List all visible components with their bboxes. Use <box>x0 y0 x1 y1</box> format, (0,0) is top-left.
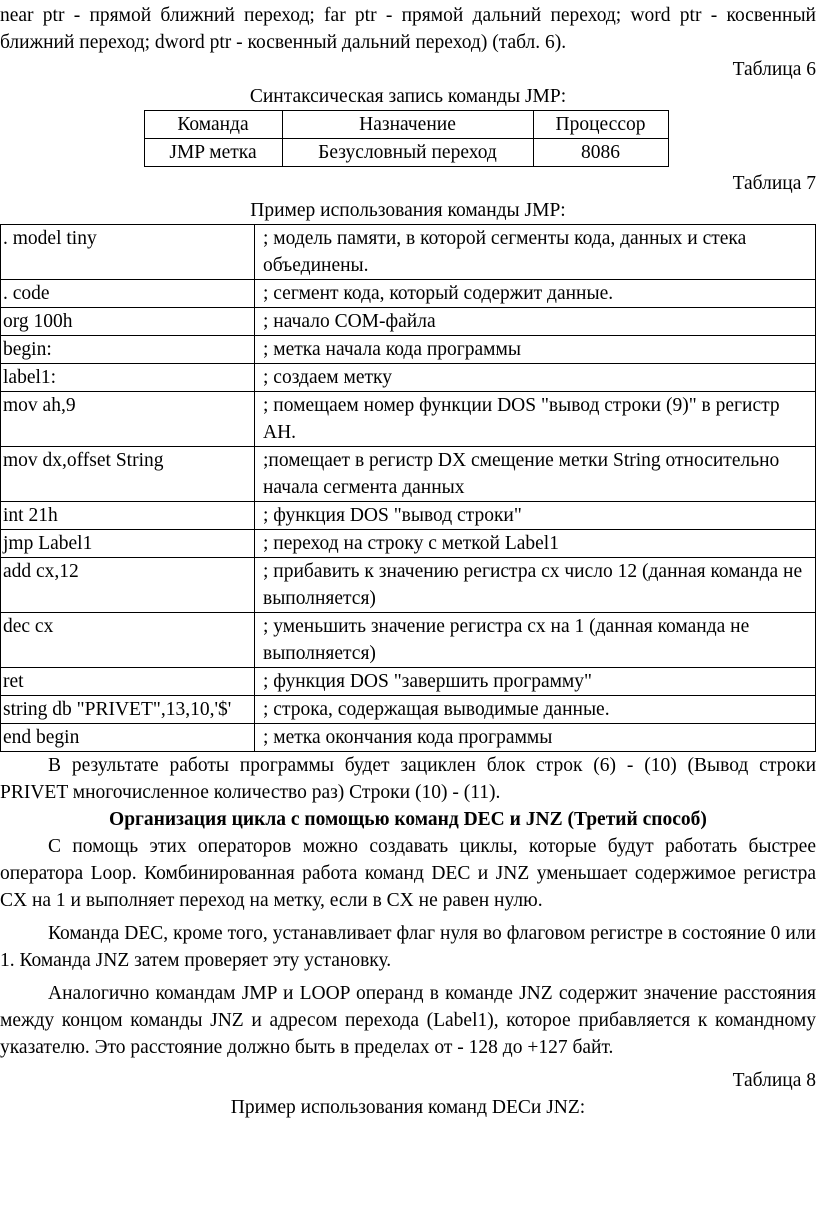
comment-cell: ; функция DOS "вывод строки" <box>255 502 816 530</box>
code-cell: dec cx <box>1 613 255 668</box>
comment-cell: ; метка окончания кода программы <box>255 724 816 752</box>
table-row <box>1 280 816 308</box>
table8-caption: Пример использования команд DECи JNZ: <box>230 1097 586 1118</box>
comment-cell: ; сегмент кода, который содержит данные. <box>255 280 816 308</box>
comment-cell: ; переход на строку с меткой Label1 <box>255 530 816 558</box>
table-row <box>1 225 816 280</box>
comment-cell: ; функция DOS "завершить программу" <box>255 668 816 696</box>
table-row <box>1 530 816 558</box>
table-row <box>1 336 816 364</box>
code-cell: jmp Label1 <box>1 530 255 558</box>
code-cell: ret <box>1 668 255 696</box>
table6-header-processor: Процессор <box>533 111 668 139</box>
code-cell: begin: <box>1 336 255 364</box>
table-row <box>1 558 816 613</box>
table7-label: Таблица 7 <box>732 173 816 194</box>
table6-cell-purpose: Безусловный переход <box>282 139 533 167</box>
comment-cell: ; строка, содержащая выводимые данные. <box>255 696 816 724</box>
table-row <box>1 668 816 696</box>
table6-row <box>144 139 668 167</box>
table-row <box>1 308 816 336</box>
code-cell: mov dx,offset String <box>1 447 255 502</box>
table-row <box>1 392 816 447</box>
code-cell: . code <box>1 280 255 308</box>
table6-header-command: Команда <box>144 111 282 139</box>
table6-header-row <box>144 111 668 139</box>
table-row <box>1 696 816 724</box>
comment-cell: ; начало COM-файла <box>255 308 816 336</box>
table-row <box>1 447 816 502</box>
result-paragraph: В результате работы программы будет зациклен блок строк (6) - (10) (Вывод строки PRIVET многочисленное количество раз) Строки (10) - (11). <box>0 755 816 803</box>
code-cell: org 100h <box>1 308 255 336</box>
code-cell: string db "PRIVET",13,10,'$' <box>1 696 255 724</box>
code-cell: . model tiny <box>1 225 255 280</box>
code-cell: int 21h <box>1 502 255 530</box>
table6-header-purpose: Назначение <box>282 111 533 139</box>
comment-cell: ; метка начала кода программы <box>255 336 816 364</box>
section-heading: Организация цикла с помощью команд DEC и JNZ (Третий способ) <box>109 809 707 830</box>
table-row <box>1 613 816 668</box>
comment-cell: ; помещаем номер функции DOS "вывод строки (9)" в регистр AH. <box>255 392 816 447</box>
table8-label: Таблица 8 <box>732 1070 816 1091</box>
body-paragraph-2: Команда DEC, кроме того, устанавливает флаг нуля во флаговом регистре в состояние 0 или 1. Команда JNZ затем проверяет эту установку. <box>0 923 816 971</box>
code-cell: add cx,12 <box>1 558 255 613</box>
comment-cell: ;помещает в регистр DX смещение метки String относительно начала сегмента данных <box>255 447 816 502</box>
code-cell: mov ah,9 <box>1 392 255 447</box>
intro-paragraph: near ptr - прямой ближний переход; far ptr - прямой дальний переход; word ptr - косвенный ближний переход; dword ptr - косвенный дальний переход) (табл. 6). <box>0 5 816 53</box>
table6-cell-processor: 8086 <box>533 139 668 167</box>
table-row <box>1 502 816 530</box>
comment-cell: ; уменьшить значение регистра cx на 1 (данная команда не выполняется) <box>255 613 816 668</box>
code-cell: label1: <box>1 364 255 392</box>
table-row <box>1 724 816 752</box>
table-row <box>1 364 816 392</box>
table7-caption: Пример использования команды JMP: <box>250 200 566 221</box>
comment-cell: ; модель памяти, в которой сегменты кода, данных и стека объединены. <box>255 225 816 280</box>
comment-cell: ; создаем метку <box>255 364 816 392</box>
table6-label: Таблица 6 <box>732 59 816 80</box>
table7 <box>0 224 816 752</box>
comment-cell: ; прибавить к значению регистра cx число 12 (данная команда не выполняется) <box>255 558 816 613</box>
table6-cell-command: JMP метка <box>144 139 282 167</box>
table6 <box>144 110 669 167</box>
table6-caption: Синтаксическая запись команды JMP: <box>249 86 567 107</box>
body-paragraph-3: Аналогично командам JMP и LOOP операнд в команде JNZ содержит значение расстояния между концом команды JNZ и адресом перехода (Label1), которое прибавляется к командному указателю. Это расстояние должно быть в пределах от - 128 до +127 байт. <box>0 983 816 1058</box>
code-cell: end begin <box>1 724 255 752</box>
body-paragraph-1: С помощь этих операторов можно создавать циклы, которые будут работать быстрее оператора Loop. Комбинированная работа команд DEC и JNZ уменьшает содержимое регистра CX на 1 и выполняет переход на метку, если в CX не равен нулю. <box>0 836 816 911</box>
